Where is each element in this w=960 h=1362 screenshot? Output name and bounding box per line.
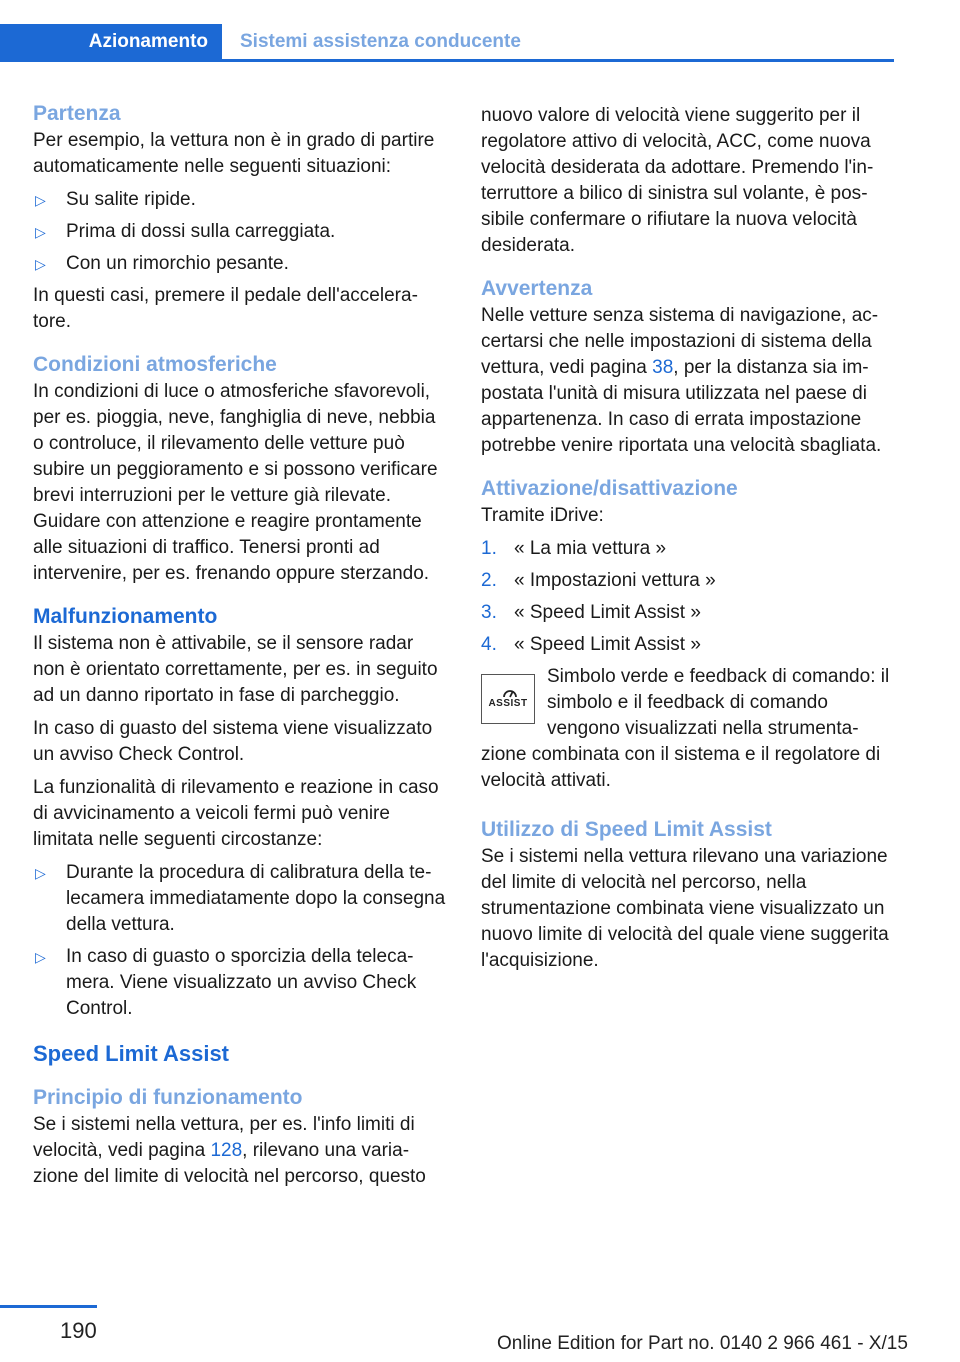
paragraph: Se i sistemi nella vettura, per es. l'info limiti di velocità, vedi pagina 128, rilevano una variazione del limite di velocità nel percorso, questo <box>33 1114 426 1187</box>
page-link-38[interactable]: 38 <box>652 357 674 378</box>
paragraph: In questi casi, premere il pedale dell'acceleratore. <box>33 285 418 332</box>
heading-avvertenza: Avvertenza <box>481 277 593 300</box>
paragraph: In condizioni di luce o atmosferiche sfavorevoli, per es. pioggia, neve, fanghiglia di neve, nebbia o controluce, il rilevamento delle vetture può subire un peggioramento e si possono verificare brevi interruzioni per le vetture già rilevate. Guidare con attenzione e reagire prontamente alle situazioni di traffico. Tenersi pronti ad intervenire, per es. frenando oppure sterzando. <box>33 381 438 584</box>
section-attivazione <box>481 475 896 794</box>
list-item: ▷ Durante la procedura di calibratura della telecamera immediatamente dopo la consegna della vettura. <box>35 862 446 935</box>
assist-note <box>481 664 896 794</box>
section-speed-limit-assist <box>33 1040 448 1068</box>
triangle-bullet-icon: ▷ <box>35 949 46 965</box>
left-column <box>33 100 448 1197</box>
right-column <box>481 103 896 981</box>
section-utilizzo <box>481 816 896 974</box>
header-tabbar <box>0 24 894 62</box>
heading-partenza: Partenza <box>33 102 121 125</box>
paragraph: La funzionalità di rilevamento e reazione in caso di avvicinamento a veicoli fermi può venire limitata nelle seguenti circostanze: <box>33 777 439 850</box>
list-item: 2. « Impostazioni vettura » <box>481 570 716 591</box>
heading-attivazione: Attivazione/disattivazione <box>481 477 738 500</box>
heading-utilizzo: Utilizzo di Speed Limit Assist <box>481 818 772 841</box>
assist-icon-label: ASSIST <box>488 698 528 709</box>
tab-azionamento[interactable]: Azionamento <box>0 24 222 59</box>
list-item: ▷ Su salite ripide. <box>33 187 448 213</box>
paragraph: In caso di guasto del sistema viene visualizzato un avviso Check Control. <box>33 718 433 765</box>
triangle-bullet-icon: ▷ <box>35 192 46 208</box>
triangle-bullet-icon: ▷ <box>35 865 46 881</box>
triangle-bullet-icon: ▷ <box>35 256 46 272</box>
list-item: 3. « Speed Limit Assist » <box>481 602 701 623</box>
edition-note: Online Edition for Part no. 0140 2 966 461 - X/15 <box>497 1333 908 1354</box>
heading-condizioni: Condizioni atmosferiche <box>33 353 277 376</box>
page-number: 190 <box>60 1318 97 1343</box>
heading-speed-limit-assist: Speed Limit Assist <box>33 1041 230 1066</box>
tab-sistemi-assistenza[interactable]: Sistemi assistenza conducente <box>240 31 521 52</box>
list-item: ▷ In caso di guasto o sporcizia della telecamera. Viene visualizzato un avviso Check Control. <box>35 946 417 1019</box>
paragraph: Il sistema non è attivabile, se il sensore radar non è orientato correttamente, per es. in seguito ad un danno riportato in fase di parcheggio. <box>33 633 438 706</box>
section-partenza <box>33 100 448 335</box>
paragraph: Tramite iDrive: <box>481 505 604 526</box>
paragraph: Per esempio, la vettura non è in grado di partire automaticamente nelle seguenti situazioni: <box>33 130 435 177</box>
page-link-128[interactable]: 128 <box>210 1140 243 1161</box>
heading-malfunzionamento: Malfunzionamento <box>33 605 218 628</box>
assist-icon <box>481 674 535 724</box>
section-principio <box>33 1084 448 1190</box>
section-malfunzionamento <box>33 603 448 1022</box>
list-item: 4. « Speed Limit Assist » <box>481 634 701 655</box>
triangle-bullet-icon: ▷ <box>35 224 46 240</box>
section-avvertenza <box>481 275 896 459</box>
list-item: 1. « La mia vettura » <box>481 538 667 559</box>
paragraph: Simbolo verde e feedback di comando: il simbolo e il feedback di comando vengono visualizzati nella strumentazione combinata con il sistema e il regolatore di velocità attivati. <box>481 666 890 791</box>
paragraph: Nelle vetture senza sistema di navigazione, accertarsi che nelle impostazioni di sistema della vettura, vedi pagina 38, per la distanza sia impostata l'unità di misura utilizzata nel paese di appartenenza. In caso di errata impostazione potrebbe venire riportata una velocità sbagliata. <box>481 305 882 456</box>
section-condizioni <box>33 351 448 587</box>
list-item: ▷ Prima di dossi sulla carreggiata. <box>33 219 448 245</box>
footer-rule <box>0 1305 97 1308</box>
paragraph: nuovo valore di velocità viene suggerito per il regolatore attivo di velocità, ACC, come nuova velocità desiderata da adottare. Premendo l'interruttore a bilico di sinistra sul volante, è possibile confermare o rifiutare la nuova velocità desiderata. <box>481 105 874 256</box>
paragraph: Se i sistemi nella vettura rilevano una variazione del limite di velocità nel percorso, nella strumentazione combinata viene visualizzato un nuovo limite di velocità del quale viene suggerita l'acquisizione. <box>481 846 889 971</box>
heading-principio: Principio di funzionamento <box>33 1086 303 1109</box>
list-item: ▷ Con un rimorchio pesante. <box>33 251 448 277</box>
